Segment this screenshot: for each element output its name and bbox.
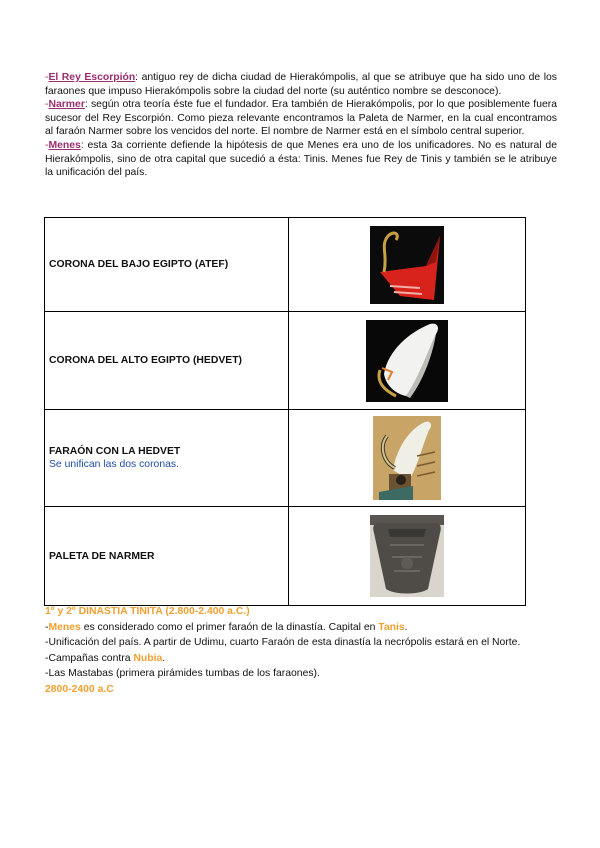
- row-note: Se unifican las dos coronas.: [49, 459, 179, 470]
- dash: -: [45, 139, 49, 151]
- line-text: .: [404, 621, 408, 633]
- footer-line: -Unificación del país. A partir de Udimu, cuarto Faraón de esta dinastía la necrópolis estará en el Norte.: [45, 637, 521, 649]
- line-text: .: [162, 652, 166, 664]
- paragraph-text: : según otra teoría éste fue el fundador. Era también de Hierakómpolis, por lo que posiblemente fuera sucesor del Rey Escorpión. Como pieza relevante encontramos la Paleta de Narmer, en la cual encontramos al faraón Narmer sobre los vencidos del norte. El nombre de Narmer está en el símbolo central superior.: [45, 99, 557, 138]
- footer-line: [45, 651, 565, 667]
- table-row: [45, 410, 526, 507]
- paragraph-text: : antiguo rey de dicha ciudad de Hierakómpolis, al que se atribuye que ha sido uno de los faraones que impuso Hierakómpolis sobre la ciudad del norte (su auténtico nombre se desconoce).: [45, 72, 557, 97]
- paragraph-menes: [45, 139, 557, 180]
- term-tanis: Tanis: [378, 621, 405, 633]
- dynasty-heading: 1º y 2º DINASTIA TINITA (2.800-2.400 a.C.): [45, 606, 250, 617]
- row-label: [45, 507, 289, 606]
- label-text: PALETA DE NARMER: [49, 550, 155, 562]
- term-menes-footer: Menes: [48, 621, 81, 633]
- row-label: [45, 218, 289, 312]
- dash: -: [45, 621, 49, 633]
- paragraph-text: : esta 3a corriente defiende la hipótesis de que Menes era uno de los unificadores. No es natural de Hierakómpolis, sino de otra capital que sucedió a ésta: Tinis. Menes fue Rey de Tinis y también se le atribuye la unificación del país.: [45, 139, 557, 179]
- white-crown-image: [366, 320, 448, 402]
- term-narmer: Narmer: [48, 99, 85, 111]
- pharaoh-hedvet-image: [373, 416, 441, 500]
- label-text: CORONA DEL ALTO EGIPTO (HEDVET): [49, 355, 243, 366]
- intro-text: [45, 71, 557, 180]
- label-text: FARAÓN CON LA HEDVET: [49, 446, 181, 457]
- term-menes: Menes: [48, 139, 81, 151]
- row-label: [45, 312, 289, 410]
- label-text: CORONA DEL BAJO EGIPTO (ATEF): [49, 259, 229, 270]
- term-escorpion: El Rey Escorpión: [48, 72, 136, 83]
- red-crown-image: [370, 226, 444, 304]
- crowns-table: [44, 217, 526, 606]
- dynasty-section: [45, 604, 565, 698]
- footer-line: [45, 620, 565, 636]
- dash: -: [45, 99, 49, 111]
- dates-label: 2800-2400 a.C: [45, 683, 114, 695]
- image-cell: [289, 312, 526, 410]
- row-label: [45, 410, 289, 507]
- dash: -: [45, 72, 49, 83]
- table-row: [45, 507, 526, 606]
- line-text: es considerado como el primer faraón de la dinastía. Capital en: [80, 621, 379, 633]
- table-row: [45, 312, 526, 410]
- table-row: [45, 218, 526, 312]
- paragraph-narmer: [45, 98, 557, 139]
- image-cell: [289, 507, 526, 606]
- footer-line: -Las Mastabas (primera pirámides tumbas de los faraones).: [45, 668, 320, 680]
- term-nubia: Nubia: [133, 652, 163, 664]
- narmer-palette-image: [370, 515, 444, 597]
- line-text: -Campañas contra: [45, 652, 134, 664]
- image-cell: [289, 410, 526, 507]
- paragraph-escorpion: [45, 71, 557, 98]
- image-cell: [289, 218, 526, 312]
